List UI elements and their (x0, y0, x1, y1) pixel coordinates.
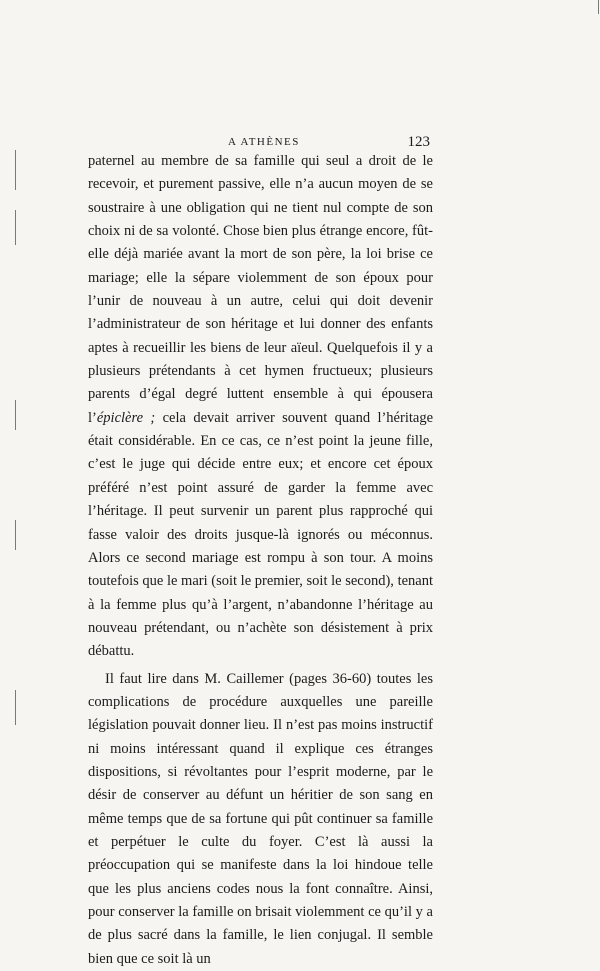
paragraph: Il faut lire dans M. Caillemer (pages 36-60) toutes les complications de procédure auxquelles une pareille législation pouvait donner lieu. Il n’est pas moins instructif ni moins intéressant quand il explique ces étranges dispositions, si révoltantes pour l’esprit moderne, par le désir de conserver au défunt un héritier de son sang en même temps que de sa fortune qui pût continuer sa famille et perpétuer le culte du foyer. C’est là aussi la préoccupation qui se manifeste dans la loi hindoue telle que les plus anciens codes nous la font connaître. Ainsi, pour conserver la famille on brisait violemment ce qu’il y a de plus sacré dans la famille, le lien conjugal. Il semble bien que ce soit là un (88, 670, 433, 967)
scan-edge-mark (598, 0, 599, 14)
page-number: 123 (407, 134, 430, 150)
paragraph-text: paternel au membre de sa famille qui seul a droit de le recevoir, et purement passive, elle n’a aucun moyen de se soustraire à une obligation qui ne tient nul compte de son choix ni de sa volonté. Chose bien plus étrange encore, fût-elle déjà mariée avant la mort de son père, la loi brise ce mariage; elle la sépare violemment de son époux pour l’unir de nouveau à un autre, celui qui doit devenir l’administrateur de son héritage et lui donner des enfants aptes à recueillir les biens de leur aïeul. Quelquefois il y a plusieurs prétendants à cet hymen fructueux; plusieurs parents d’égal degré luttent ensemble à qui épousera l’ (88, 153, 433, 426)
scan-edge-mark (15, 400, 16, 430)
italic-term: épiclère ; (96, 409, 156, 426)
scan-edge-mark (15, 520, 16, 550)
paragraph (88, 150, 433, 664)
running-title: A ATHÈNES (228, 136, 300, 148)
scan-edge-mark (15, 150, 16, 190)
paragraph-text: cela devait arriver souvent quand l’héritage était considérable. En ce cas, ce n’est point la jeune fille, c’est le juge qui décide entre eux; et encore cet époux préféré n’est point assuré de garder la femme avec l’héritage. Il peut survenir un parent plus rapproché qui fasse valoir des droits jusque-là ignorés ou méconnus. Alors ce second mariage est rompu à son tour. A moins toutefois que le mari (soit le premier, soit le second), tenant à la femme plus qu’à l’argent, n’abandonne l’héritage au nouveau prétendant, ou n’achète son désistement à prix débattu. (88, 409, 434, 660)
body-text (88, 150, 433, 971)
scan-edge-mark (15, 210, 16, 245)
scan-edge-mark (15, 690, 16, 725)
